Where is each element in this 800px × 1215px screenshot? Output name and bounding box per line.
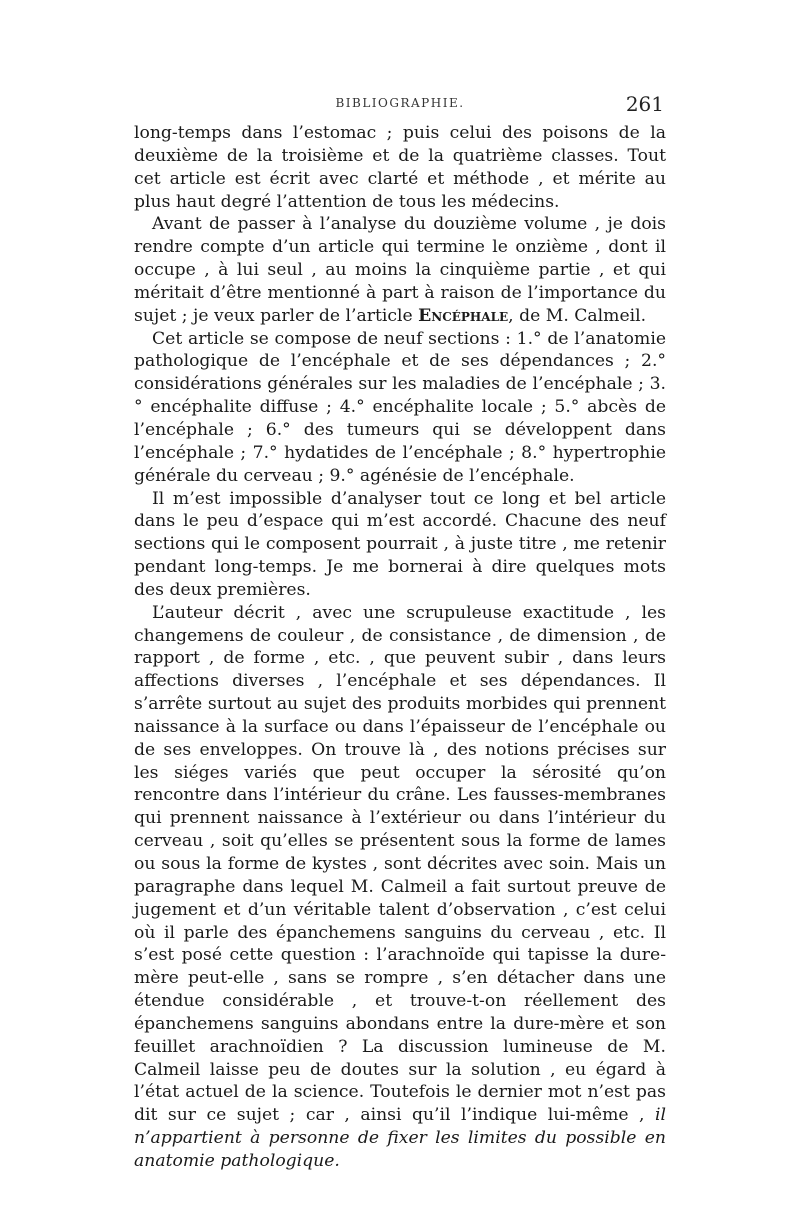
running-title: BIBLIOGRAPHIE. — [335, 96, 465, 110]
page-number: 261 — [625, 92, 664, 116]
italic-quotation: il n’appartient à personne de fixer les limites du possible en anatomie pathologique. — [134, 1105, 666, 1171]
paragraph-5-text: L’auteur décrit , avec une scrupuleuse exactitude , les changemens de couleur , de consistance , de dimension , de rapport , de forme , etc. , que peuvent subir , dans leurs affections diverses , l’encéphale et ses dépendances. Il s’arrête surtout au sujet des produits morbides qui prennent naissance à la surface ou dans l’épaisseur de l’encéphale ou de ses enveloppes. On trouve là , des notions précises sur les siéges variés que peut occuper la sérosité qu’on rencontre dans l’intérieur du crâne. Les fausses-membranes qui prennent naissance à l’extérieur ou dans l’intérieur du cerveau , soit qu’elles se présentent sous la forme de lames ou sous la forme de kystes , sont décrites avec soin. Mais un paragraphe dans lequel M. Calmeil a fait surtout preuve de jugement et d’un véritable talent d’observation , c’est celui où il parle des épanchemens sanguins du cerveau , etc. Il s’est posé cette question : l’arachnoïde qui tapisse la dure-mère peut-elle , sans se rompre , s’en détacher dans une étendue considérable , et trouve-t-on réellement des épanchemens sanguins abondans entre la dure-mère et son feuillet arachnoïdien ? La discussion lumineuse de M. Calmeil laisse peu de doutes sur la solution , eu égard à l’état actuel de la science. Toutefois le dernier mot n’est pas dit sur ce sujet ; car , ainsi qu’il l’indique lui-même , — [134, 602, 666, 1126]
running-head — [134, 92, 666, 122]
paragraph-2 — [134, 213, 666, 327]
article-title-encephale: Encéphale — [418, 305, 509, 326]
paragraph-4: Il m’est impossible d’analyser tout ce long et bel article dans le peu d’espace qui m’est accordé. Chacune des neuf sections qui le composent pourrait , à juste titre , me retenir pendant long-temps. Je me bornerai à dire quelques mots des deux premières. — [134, 488, 666, 600]
paragraph-5 — [134, 602, 666, 1173]
paragraph-2-text: Avant de passer à l’analyse du douzième volume , je dois rendre compte d’un article qui termine le onzième , dont il occupe , à lui seul , au moins la cinquième partie , et qui méritait d’être mentionné à part à raison de l’importance du sujet ; je veux parler de l’article — [134, 214, 666, 326]
paragraph-2-tail: , de M. Calmeil. — [508, 305, 647, 326]
paragraph-3: Cet article se compose de neuf sections : 1.° de l’anatomie pathologique de l’encéphale et de ses dépendances ; 2.° considérations générales sur les maladies de l’encéphale ; 3.° encéphalite diffuse ; 4.° encéphalite locale ; 5.° abcès de l’encéphale ; 6.° des tumeurs qui se développent dans l’encéphale ; 7.° hydatides de l’encéphale ; 8.° hypertrophie générale du cerveau ; 9.° agénésie de l’encéphale. — [134, 328, 666, 486]
paragraph-1: long-temps dans l’estomac ; puis celui des poisons de la deuxième de la troisième et de la quatrième classes. Tout cet article est écrit avec clarté et méthode , et mérite au plus haut degré l’attention de tous les médecins. — [134, 123, 666, 212]
book-page — [134, 92, 666, 1173]
body-text — [134, 122, 666, 1173]
